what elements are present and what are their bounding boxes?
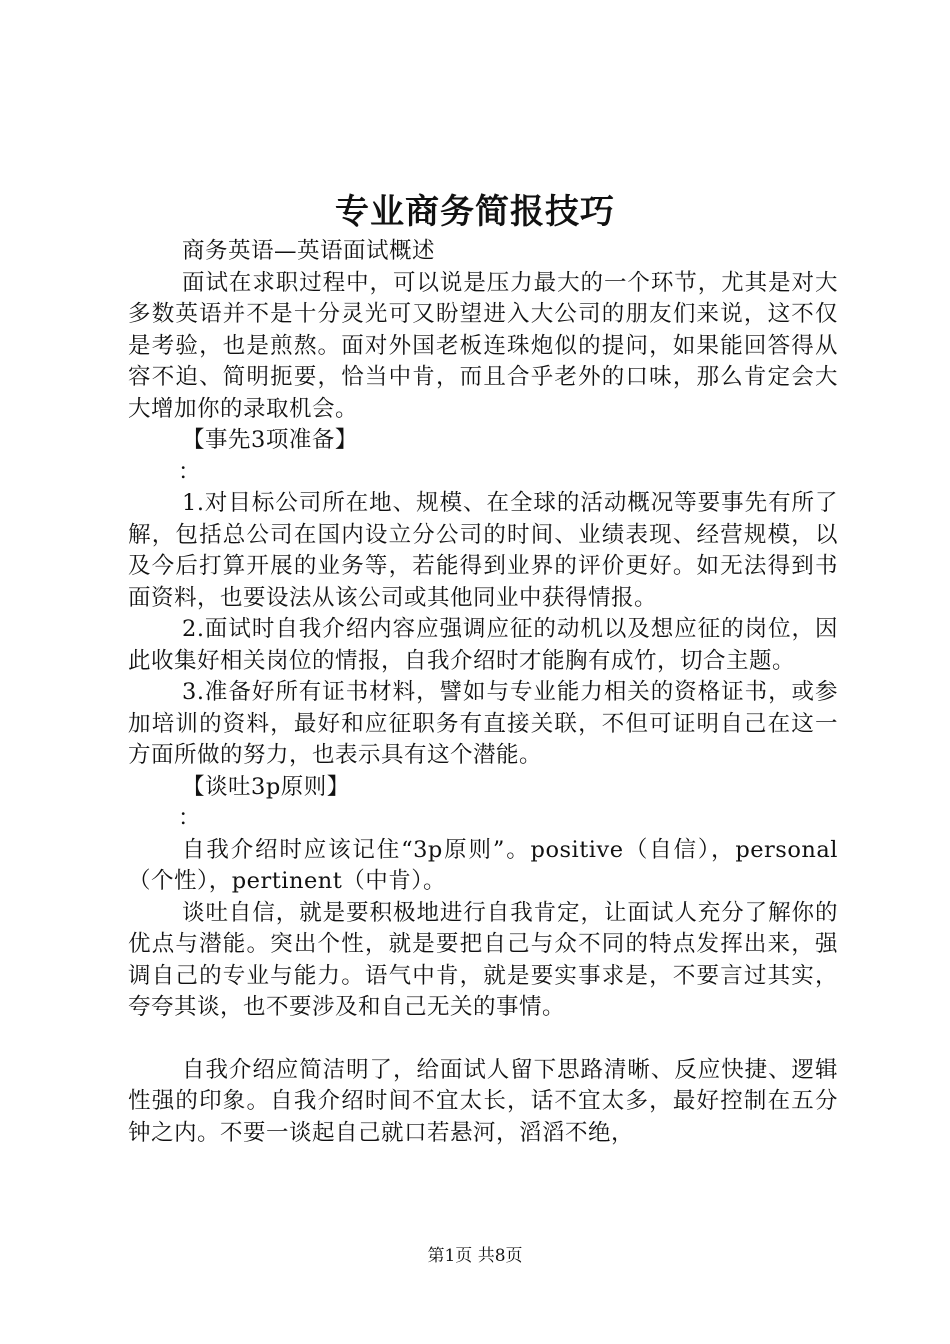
paragraph-intro: 面试在求职过程中，可以说是压力最大的一个环节，尤其是对大多数英语并不是十分灵光可又盼望进入大公司的朋友们来说，这不仅是考验，也是煎熬。面对外国老板连珠炮似的提问，如果能回答得从容不迫、简明扼要，恰当中肯，而且合乎老外的口味，那么肯定会大大增加你的录取机会。	[128, 269, 838, 422]
paragraph-self-intro: 自我介绍应简洁明了，给面试人留下思路清晰、反应快捷、逻辑性强的印象。自我介绍时间不宜太长，话不宜太多，最好控制在五分钟之内。不要一谈起自己就口若悬河，滔滔不绝，	[128, 1056, 838, 1146]
paragraph-3p-explanation: 谈吐自信，就是要积极地进行自我肯定，让面试人充分了解你的优点与潜能。突出个性，就是要把自己与众不同的特点发挥出来，强调自己的专业与能力。语气中肯，就是要实事求是，不要言过其实，夸夸其谈，也不要涉及和自己无关的事情。	[128, 899, 838, 1020]
document-body	[128, 236, 838, 1149]
document-title: 专业商务简报技巧	[335, 192, 615, 232]
page-number-footer: 第1页 共8页	[427, 1246, 523, 1266]
section-heading-3p: 【谈吐3p原则】	[182, 773, 350, 800]
section-heading-preparation: 【事先3项准备】	[182, 427, 358, 453]
list-item-1: 1.对目标公司所在地、规模、在全球的活动概况等要事先有所了解，包括总公司在国内设立分公司的时间、业绩表现、经营规模，以及今后打算开展的业务等，若能得到业界的评价更好。如无法得到书面资料，也要设法从该公司或其他同业中获得情报。	[128, 490, 838, 611]
paragraph-3p-rule: 自我介绍时应该记住“3p原则”。positive（自信），personal（个性），pertinent（中肯）。	[128, 836, 838, 894]
list-item-3: 3.准备好所有证书材料，譬如与专业能力相关的资格证书，或参加培训的资料，最好和应征职务有直接关联，不但可证明自己在这一方面所做的努力，也表示具有这个潜能。	[128, 679, 838, 768]
colon-line: ：	[178, 458, 202, 485]
section-heading-overview: 商务英语—英语面试概述	[182, 238, 436, 264]
list-item-2: 2.面试时自我介绍内容应强调应征的动机以及想应征的岗位，因此收集好相关岗位的情报，自我介绍时才能胸有成竹，切合主题。	[128, 616, 838, 674]
colon-line: ：	[178, 805, 202, 831]
